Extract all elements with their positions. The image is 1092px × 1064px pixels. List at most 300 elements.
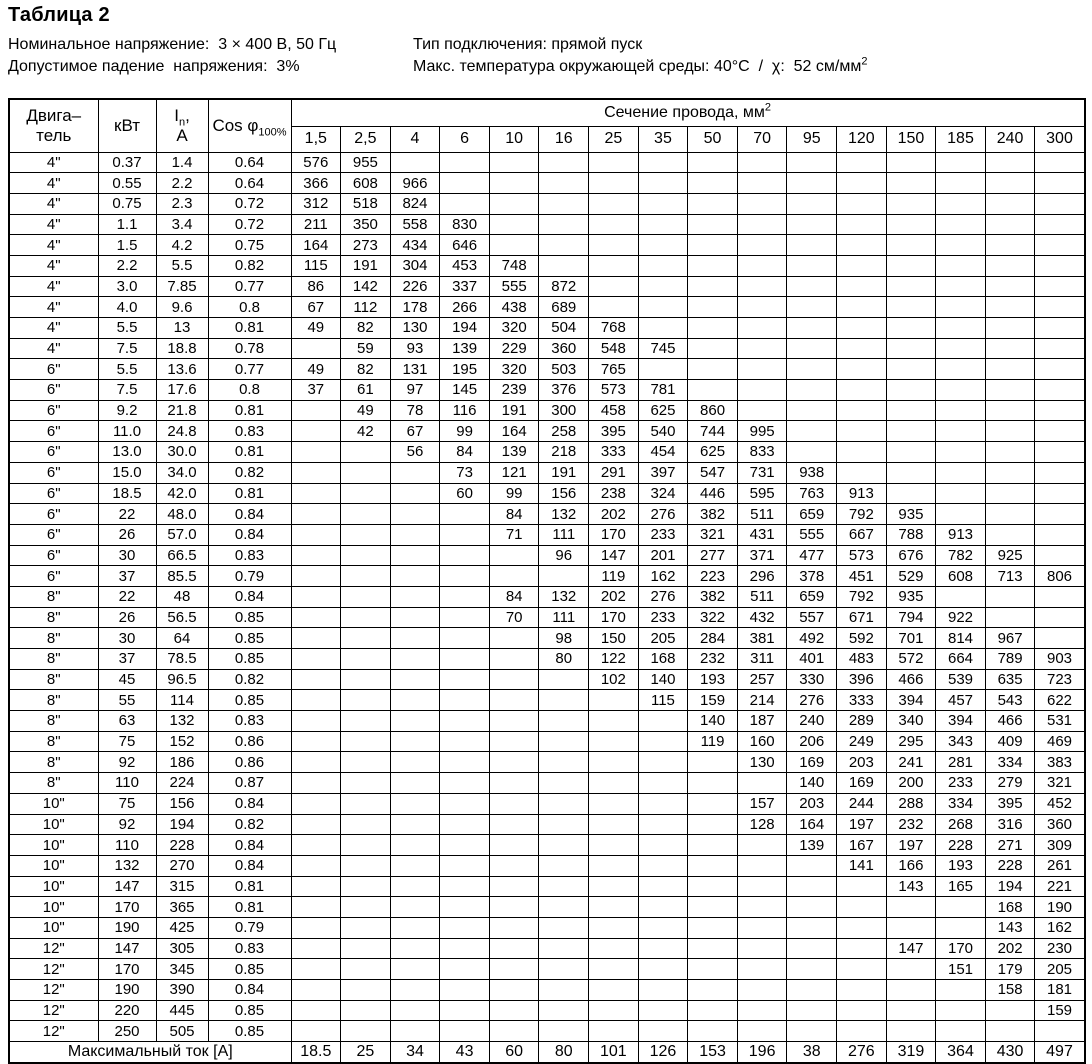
- length-cell: 119: [688, 731, 738, 752]
- length-cell: [936, 276, 986, 297]
- max-current-cell: 153: [688, 1042, 738, 1063]
- length-cell: [341, 566, 391, 587]
- length-cell: [291, 773, 341, 794]
- length-cell: 194: [440, 318, 490, 339]
- length-cell: [886, 483, 936, 504]
- length-cell: 394: [886, 690, 936, 711]
- length-cell: [341, 690, 391, 711]
- length-cell: [341, 669, 391, 690]
- kw-cell: 26: [98, 607, 156, 628]
- length-cell: [589, 897, 639, 918]
- length-cell: 70: [489, 607, 539, 628]
- length-cell: 469: [1035, 731, 1085, 752]
- length-cell: [638, 359, 688, 380]
- length-cell: 382: [688, 504, 738, 525]
- current-cell: 13.6: [156, 359, 208, 380]
- length-cell: [440, 773, 490, 794]
- length-cell: 230: [1035, 938, 1085, 959]
- kw-cell: 92: [98, 814, 156, 835]
- length-cell: [638, 938, 688, 959]
- motor-cell: 12": [9, 980, 98, 1001]
- length-cell: 376: [539, 380, 589, 401]
- length-cell: [837, 959, 887, 980]
- length-cell: 160: [737, 731, 787, 752]
- motor-cell: 6": [9, 442, 98, 463]
- current-cell: 445: [156, 1000, 208, 1021]
- length-cell: [787, 980, 837, 1001]
- motor-header-line1: Двига–: [26, 105, 82, 125]
- length-cell: [489, 793, 539, 814]
- length-cell: 608: [936, 566, 986, 587]
- length-cell: 99: [440, 421, 490, 442]
- kw-cell: 37: [98, 566, 156, 587]
- length-cell: 197: [886, 835, 936, 856]
- wire-size-header: 35: [638, 126, 688, 152]
- length-cell: [837, 152, 887, 173]
- wire-size-header: 95: [787, 126, 837, 152]
- length-cell: [291, 421, 341, 442]
- length-cell: [1035, 607, 1085, 628]
- length-cell: [390, 504, 440, 525]
- col-header-kw: кВт: [98, 99, 156, 152]
- length-cell: [985, 524, 1035, 545]
- length-cell: 84: [489, 586, 539, 607]
- max-temp-superscript: 2: [861, 55, 868, 68]
- cos-cell: 0.84: [208, 504, 291, 525]
- length-cell: [589, 959, 639, 980]
- length-cell: 42: [341, 421, 391, 442]
- motor-cell: 12": [9, 959, 98, 980]
- current-cell: 24.8: [156, 421, 208, 442]
- cos-cell: 0.82: [208, 814, 291, 835]
- length-cell: 383: [1035, 752, 1085, 773]
- length-cell: [291, 959, 341, 980]
- length-cell: [787, 318, 837, 339]
- table-row: [9, 959, 1085, 980]
- length-cell: [737, 338, 787, 359]
- current-cell: 48: [156, 586, 208, 607]
- table-row: [9, 318, 1085, 339]
- length-cell: 205: [638, 628, 688, 649]
- length-cell: [291, 628, 341, 649]
- length-cell: [1035, 380, 1085, 401]
- length-cell: [341, 876, 391, 897]
- kw-cell: 30: [98, 545, 156, 566]
- cos-cell: 0.85: [208, 690, 291, 711]
- wire-size-header: 70: [737, 126, 787, 152]
- length-cell: [390, 835, 440, 856]
- motor-cell: 8": [9, 752, 98, 773]
- connection-type-text: Тип подключения: прямой пуск: [413, 36, 643, 53]
- max-current-cell: 60: [489, 1042, 539, 1063]
- length-cell: [440, 193, 490, 214]
- length-cell: [291, 980, 341, 1001]
- length-cell: [787, 1000, 837, 1021]
- motor-cable-table: [8, 98, 1086, 1064]
- length-cell: [985, 483, 1035, 504]
- max-current-cell: 34: [390, 1042, 440, 1063]
- kw-cell: 92: [98, 752, 156, 773]
- length-cell: [936, 152, 986, 173]
- kw-cell: 11.0: [98, 421, 156, 442]
- length-cell: 131: [390, 359, 440, 380]
- length-cell: [936, 359, 986, 380]
- length-cell: 320: [489, 359, 539, 380]
- kw-cell: 2.2: [98, 255, 156, 276]
- length-cell: [291, 752, 341, 773]
- max-current-label: Максимальный ток [A]: [9, 1042, 291, 1063]
- cos-cell: 0.8: [208, 380, 291, 401]
- cos-header-subscript: 100%: [258, 126, 287, 139]
- length-cell: [787, 917, 837, 938]
- length-cell: 202: [589, 586, 639, 607]
- length-cell: [291, 835, 341, 856]
- length-cell: 191: [539, 462, 589, 483]
- length-cell: 150: [589, 628, 639, 649]
- length-cell: [787, 959, 837, 980]
- current-cell: 48.0: [156, 504, 208, 525]
- length-cell: [291, 483, 341, 504]
- length-cell: [936, 297, 986, 318]
- length-cell: [985, 1000, 1035, 1021]
- length-cell: 300: [539, 400, 589, 421]
- length-cell: 97: [390, 380, 440, 401]
- length-cell: 432: [737, 607, 787, 628]
- length-cell: [985, 400, 1035, 421]
- length-cell: 434: [390, 235, 440, 256]
- motor-header-line2: тель: [36, 125, 72, 145]
- kw-cell: 75: [98, 793, 156, 814]
- table-row: [9, 193, 1085, 214]
- length-cell: 731: [737, 462, 787, 483]
- length-cell: [341, 814, 391, 835]
- length-cell: 111: [539, 524, 589, 545]
- length-cell: [440, 897, 490, 918]
- length-cell: [589, 773, 639, 794]
- length-cell: 504: [539, 318, 589, 339]
- length-cell: 382: [688, 586, 738, 607]
- length-cell: [638, 855, 688, 876]
- length-cell: 744: [688, 421, 738, 442]
- length-cell: 903: [1035, 649, 1085, 670]
- length-cell: 170: [936, 938, 986, 959]
- cos-cell: 0.81: [208, 483, 291, 504]
- motor-cell: 6": [9, 380, 98, 401]
- kw-cell: 45: [98, 669, 156, 690]
- length-cell: [390, 586, 440, 607]
- current-cell: 425: [156, 917, 208, 938]
- length-cell: 249: [837, 731, 887, 752]
- length-cell: [688, 980, 738, 1001]
- length-cell: 925: [985, 545, 1035, 566]
- length-cell: 102: [589, 669, 639, 690]
- length-cell: [1035, 628, 1085, 649]
- col-header-wire-section: [291, 99, 1085, 126]
- document-title: Таблица 2: [8, 4, 110, 26]
- wire-size-header: 1,5: [291, 126, 341, 152]
- length-cell: 132: [539, 504, 589, 525]
- current-cell: 85.5: [156, 566, 208, 587]
- length-cell: [837, 462, 887, 483]
- cos-cell: 0.72: [208, 193, 291, 214]
- length-cell: 381: [737, 628, 787, 649]
- length-cell: 261: [1035, 855, 1085, 876]
- motor-cell: 6": [9, 462, 98, 483]
- cos-cell: 0.84: [208, 855, 291, 876]
- length-cell: 511: [737, 504, 787, 525]
- length-cell: [291, 917, 341, 938]
- max-current-row: [9, 1042, 1085, 1063]
- length-cell: 572: [886, 649, 936, 670]
- table-row: [9, 814, 1085, 835]
- length-cell: [291, 400, 341, 421]
- length-cell: 967: [985, 628, 1035, 649]
- length-cell: [341, 483, 391, 504]
- length-cell: 145: [440, 380, 490, 401]
- length-cell: 201: [638, 545, 688, 566]
- length-cell: [886, 235, 936, 256]
- length-cell: [390, 855, 440, 876]
- motor-cell: 8": [9, 731, 98, 752]
- length-cell: [440, 504, 490, 525]
- length-cell: [390, 152, 440, 173]
- length-cell: 168: [638, 649, 688, 670]
- kw-cell: 75: [98, 731, 156, 752]
- cos-cell: 0.84: [208, 524, 291, 545]
- length-cell: [1035, 524, 1085, 545]
- length-cell: 824: [390, 193, 440, 214]
- length-cell: [589, 731, 639, 752]
- cos-cell: 0.86: [208, 731, 291, 752]
- length-cell: 995: [737, 421, 787, 442]
- length-cell: [440, 731, 490, 752]
- length-cell: 360: [1035, 814, 1085, 835]
- length-cell: 281: [936, 752, 986, 773]
- kw-cell: 147: [98, 876, 156, 897]
- length-cell: 84: [440, 442, 490, 463]
- length-cell: [489, 1021, 539, 1042]
- length-cell: [638, 959, 688, 980]
- cos-cell: 0.84: [208, 835, 291, 856]
- length-cell: [291, 876, 341, 897]
- length-cell: [489, 917, 539, 938]
- current-cell: 305: [156, 938, 208, 959]
- length-cell: [589, 1021, 639, 1042]
- kw-cell: 22: [98, 586, 156, 607]
- length-cell: 158: [985, 980, 1035, 1001]
- length-cell: 330: [787, 669, 837, 690]
- kw-cell: 110: [98, 835, 156, 856]
- length-cell: 503: [539, 359, 589, 380]
- kw-cell: 190: [98, 917, 156, 938]
- current-cell: 270: [156, 855, 208, 876]
- length-cell: [638, 773, 688, 794]
- length-cell: 340: [886, 711, 936, 732]
- cos-cell: 0.85: [208, 607, 291, 628]
- length-cell: 635: [985, 669, 1035, 690]
- cos-cell: 0.81: [208, 400, 291, 421]
- length-cell: [886, 152, 936, 173]
- length-cell: [837, 876, 887, 897]
- length-cell: [440, 1021, 490, 1042]
- table-row: [9, 235, 1085, 256]
- length-cell: [589, 173, 639, 194]
- length-cell: [688, 917, 738, 938]
- kw-cell: 0.37: [98, 152, 156, 173]
- length-cell: [539, 1000, 589, 1021]
- length-cell: 49: [291, 318, 341, 339]
- kw-cell: 147: [98, 938, 156, 959]
- length-cell: 193: [936, 855, 986, 876]
- length-cell: [886, 959, 936, 980]
- length-cell: [341, 835, 391, 856]
- wire-size-header: 240: [985, 126, 1035, 152]
- header-row-1: [9, 99, 1085, 126]
- length-cell: [1035, 504, 1085, 525]
- length-cell: [837, 938, 887, 959]
- length-cell: [737, 193, 787, 214]
- length-cell: 73: [440, 462, 490, 483]
- length-cell: [886, 897, 936, 918]
- length-cell: [390, 814, 440, 835]
- length-cell: 147: [886, 938, 936, 959]
- length-cell: [985, 214, 1035, 235]
- length-cell: 576: [291, 152, 341, 173]
- length-cell: [886, 1021, 936, 1042]
- length-cell: 540: [638, 421, 688, 442]
- length-cell: 228: [985, 855, 1035, 876]
- current-cell: 18.8: [156, 338, 208, 359]
- length-cell: [291, 814, 341, 835]
- length-cell: [886, 442, 936, 463]
- cos-cell: 0.75: [208, 235, 291, 256]
- length-cell: [489, 669, 539, 690]
- max-current-cell: 364: [936, 1042, 986, 1063]
- motor-cell: 4": [9, 173, 98, 194]
- length-cell: [589, 152, 639, 173]
- length-cell: [737, 897, 787, 918]
- length-cell: [936, 214, 986, 235]
- length-cell: 608: [341, 173, 391, 194]
- max-current-cell: 196: [737, 1042, 787, 1063]
- cos-cell: 0.81: [208, 876, 291, 897]
- length-cell: 238: [589, 483, 639, 504]
- length-cell: [688, 235, 738, 256]
- length-cell: [539, 938, 589, 959]
- length-cell: 701: [886, 628, 936, 649]
- length-cell: [489, 835, 539, 856]
- length-cell: [291, 566, 341, 587]
- length-cell: [341, 442, 391, 463]
- length-cell: [638, 276, 688, 297]
- length-cell: [985, 1021, 1035, 1042]
- motor-cell: 10": [9, 855, 98, 876]
- length-cell: 119: [589, 566, 639, 587]
- length-cell: 61: [341, 380, 391, 401]
- length-cell: [440, 173, 490, 194]
- kw-cell: 5.5: [98, 318, 156, 339]
- length-cell: [638, 731, 688, 752]
- length-cell: 200: [886, 773, 936, 794]
- table-row: [9, 607, 1085, 628]
- length-cell: [440, 669, 490, 690]
- length-cell: [886, 421, 936, 442]
- kw-cell: 190: [98, 980, 156, 1001]
- length-cell: [341, 524, 391, 545]
- length-cell: [390, 628, 440, 649]
- current-cell: 186: [156, 752, 208, 773]
- length-cell: [985, 504, 1035, 525]
- length-cell: [489, 897, 539, 918]
- length-cell: [489, 173, 539, 194]
- length-cell: 99: [489, 483, 539, 504]
- current-cell: 345: [156, 959, 208, 980]
- length-cell: [341, 462, 391, 483]
- length-cell: [936, 504, 986, 525]
- length-cell: [787, 442, 837, 463]
- length-cell: [886, 980, 936, 1001]
- length-cell: [390, 649, 440, 670]
- wire-size-header: 4: [390, 126, 440, 152]
- length-cell: 788: [886, 524, 936, 545]
- wire-size-header: 50: [688, 126, 738, 152]
- length-cell: 195: [440, 359, 490, 380]
- length-cell: [440, 1000, 490, 1021]
- length-cell: 67: [390, 421, 440, 442]
- length-cell: [390, 524, 440, 545]
- length-cell: [886, 1000, 936, 1021]
- length-cell: 279: [985, 773, 1035, 794]
- cos-cell: 0.83: [208, 711, 291, 732]
- wire-size-header: 185: [936, 126, 986, 152]
- length-cell: [638, 152, 688, 173]
- length-cell: [440, 566, 490, 587]
- length-cell: [886, 917, 936, 938]
- length-cell: [390, 566, 440, 587]
- length-cell: [390, 1000, 440, 1021]
- length-cell: 166: [886, 855, 936, 876]
- table-row: [9, 731, 1085, 752]
- length-cell: [688, 297, 738, 318]
- motor-cell: 6": [9, 504, 98, 525]
- motor-cell: 4": [9, 235, 98, 256]
- length-cell: [589, 1000, 639, 1021]
- length-cell: [341, 545, 391, 566]
- wire-size-header: 6: [440, 126, 490, 152]
- length-cell: [886, 214, 936, 235]
- length-cell: [291, 793, 341, 814]
- cos-cell: 0.85: [208, 1021, 291, 1042]
- length-cell: 291: [589, 462, 639, 483]
- motor-cell: 8": [9, 628, 98, 649]
- length-cell: [1035, 545, 1085, 566]
- length-cell: [688, 193, 738, 214]
- length-cell: [341, 793, 391, 814]
- motor-cell: 10": [9, 835, 98, 856]
- length-cell: 872: [539, 276, 589, 297]
- length-cell: 451: [837, 566, 887, 587]
- length-cell: [489, 235, 539, 256]
- length-cell: [341, 504, 391, 525]
- length-cell: [787, 173, 837, 194]
- length-cell: [539, 793, 589, 814]
- cos-cell: 0.85: [208, 649, 291, 670]
- max-current-cell: 101: [589, 1042, 639, 1063]
- length-cell: [737, 1021, 787, 1042]
- length-cell: 211: [291, 214, 341, 235]
- current-cell: 365: [156, 897, 208, 918]
- table-row: [9, 152, 1085, 173]
